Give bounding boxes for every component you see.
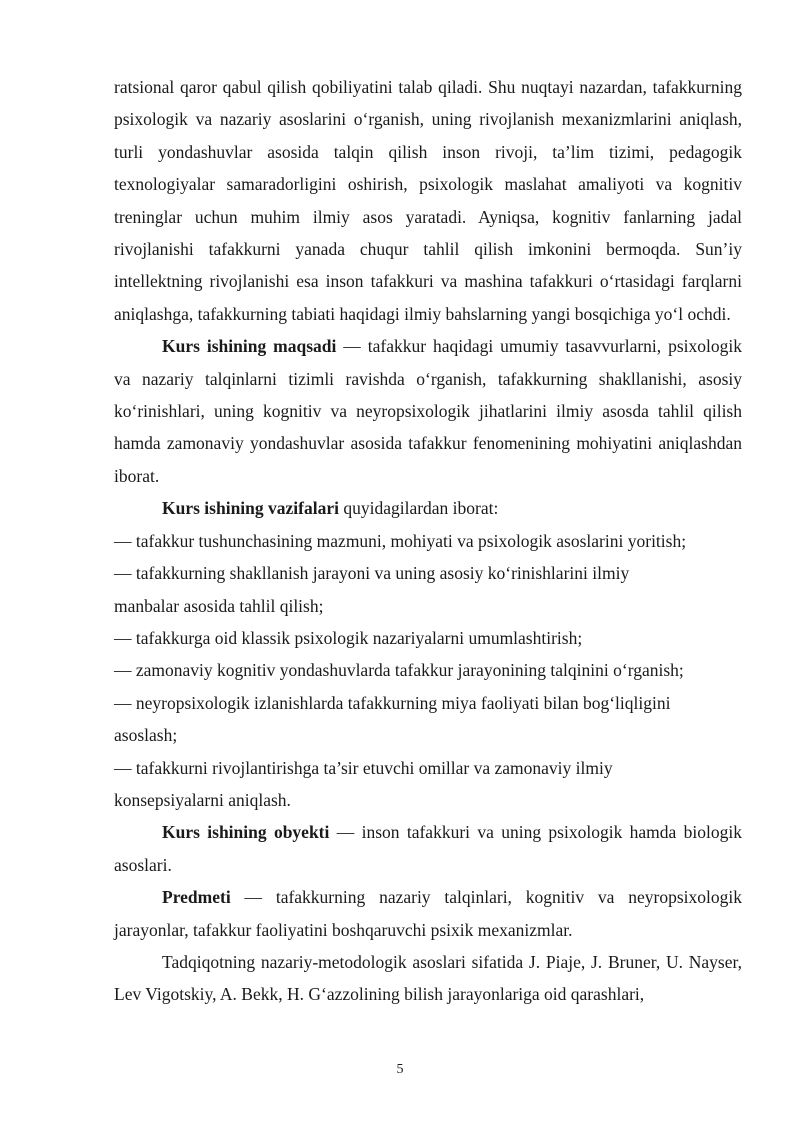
object-label: Kurs ishining obyekti [162, 822, 330, 843]
task-item: — neyropsixologik izlanishlarda tafakkurning miya faoliyati bilan bog‘liqligini asoslash; [114, 692, 671, 746]
intro-paragraph: ratsional qaror qabul qilish qobiliyatini talab qiladi. Shu nuqtayi nazardan, tafakkurning psixologik va nazariy asoslarini o‘rganish, uning rivojlanish mexanizmlarini aniqlash, turli yondashuvlar asosida talqin qilish inson rivoji, ta’lim tizimi, pedagogik texnologiyalar samaradorligini oshirish, psixologik maslahat amaliyoti va kognitiv treninglar uchun muhim ilmiy asos yaratadi. Ayniqsa, kognitiv fanlarning jadal rivojlanishi tafakkurni yanada chuqur tahlil qilish imkonini bermoqda. Sun’iy intellektning rivojlanishi esa inson tafakkuri va mashina tafakkuri o‘rtasidagi farqlarni aniqlashga, tafakkurning tabiati haqidagi ilmiy bahslarning yangi bosqichiga yo‘l ochdi. [114, 77, 742, 324]
object-text: — inson tafakkuri va uning psixologik hamda biologik asoslari. [114, 822, 742, 875]
tasks-heading [114, 492, 742, 524]
page-number: 5 [396, 1062, 404, 1077]
document-page [114, 71, 742, 1011]
task-item: — tafakkurga oid klassik psixologik nazariyalarni umumlashtirish; [114, 627, 583, 648]
methodology-paragraph: Tadqiqotning nazariy-metodologik asoslari sifatida J. Piaje, J. Bruner, U. Nayser, Lev Vigotskiy, A. Bekk, H. G‘azzolining bilish jarayonlariga oid qarashlari, [114, 951, 742, 1005]
subject-label: Predmeti [162, 887, 231, 908]
tasks-label: Kurs ishining vazifalari [162, 498, 339, 519]
task-item: — zamonaviy kognitiv yondashuvlarda tafakkur jarayonining talqinini o‘rganish; [114, 660, 684, 681]
object-paragraph [114, 816, 742, 881]
task-item: — tafakkurning shakllanish jarayoni va uning asosiy ko‘rinishlarini ilmiy manbalar asosida tahlil qilish; [114, 563, 630, 616]
goal-label: Kurs ishining maqsadi [162, 336, 337, 357]
subject-text: — tafakkurning nazariy talqinlari, kognitiv va neyropsixologik jarayonlar, tafakkur faoliyatini boshqaruvchi psixik mexanizmlar. [114, 887, 742, 940]
subject-paragraph [114, 881, 742, 946]
task-item: — tafakkur tushunchasining mazmuni, mohiyati va psixologik asoslarini yoritish; [114, 530, 687, 551]
goal-text: — tafakkur haqidagi umumiy tasavvurlarni, psixologik va nazariy talqinlarni tizimli ravishda o‘rganish, tafakkurning shakllanishi, asosiy ko‘rinishlari, uning kognitiv va neyropsixologik jihatlarini ilmiy asosda tahlil qilish hamda zamonaviy yondashuvlar asosida tafakkur fenomenining mohiyatini aniqlashdan iborat. [114, 336, 742, 486]
tasks-text: quyidagilardan iborat: [338, 498, 499, 519]
task-item: — tafakkurni rivojlantirishga ta’sir etuvchi omillar va zamonaviy ilmiy konsepsiyalarni aniqlash. [114, 757, 613, 810]
goal-paragraph [114, 330, 742, 492]
